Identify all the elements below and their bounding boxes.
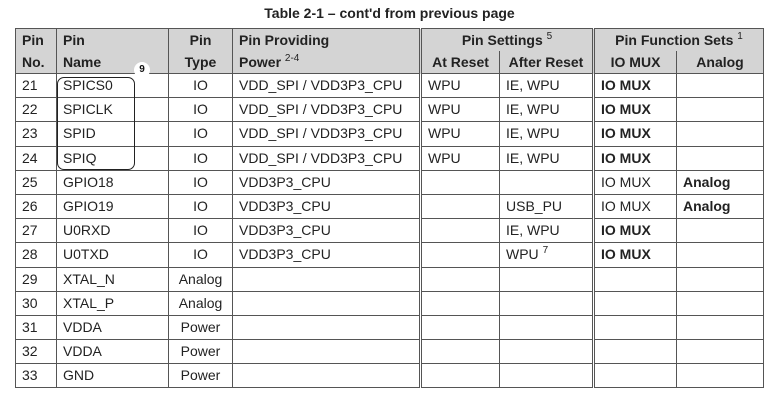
header-pin-name-line2: Name [57,51,169,74]
cell-power-text: VDD_SPI / VDD3P3_CPU [239,149,403,166]
header-pin-settings-note: 5 [546,31,553,42]
cell-power [233,291,421,315]
table-header [16,29,764,74]
table-row [16,146,764,170]
cell-pin-type-text: Power [180,367,221,384]
cell-pin-name-text: GPIO18 [63,173,114,190]
cell-at-reset [421,267,500,291]
table-row [16,74,764,98]
header-pin-settings-label: Pin Settings [461,32,543,48]
cell-io-mux [594,219,677,243]
cell-pin-name [57,219,169,243]
cell-after-reset-text: IE, WPU [506,101,560,118]
cell-io-mux [594,170,677,194]
cell-power [233,219,421,243]
cell-pin-no [16,243,57,267]
cell-analog [677,170,764,194]
cell-power-text: VDD_SPI / VDD3P3_CPU [239,125,403,142]
cell-io-mux [594,243,677,267]
cell-pin-no [16,340,57,364]
pin-table [15,28,764,388]
cell-after-reset [500,194,594,218]
cell-pin-type-text: IO [193,222,208,239]
cell-power [233,146,421,170]
cell-after-reset [500,146,594,170]
cell-power [233,315,421,339]
cell-io-mux [594,74,677,98]
cell-pin-type [169,170,233,194]
cell-at-reset [421,98,500,122]
cell-power-text: VDD3P3_CPU [239,198,331,215]
cell-pin-name [57,74,169,98]
cell-power [233,340,421,364]
cell-analog [677,267,764,291]
cell-at-reset [421,340,500,364]
cell-pin-type [169,146,233,170]
cell-pin-no-text: 21 [22,77,38,94]
header-io-mux: IO MUX [594,51,677,74]
cell-pin-name-text: XTAL_P [63,294,115,311]
header-pin-type-line2: Type [169,51,233,74]
cell-pin-type-text: IO [193,198,208,215]
cell-pin-name [57,315,169,339]
cell-pin-no [16,219,57,243]
cell-pin-name-text: U0RXD [63,222,111,239]
cell-after-reset [500,122,594,146]
cell-pin-name-text: U0TXD [63,246,109,263]
cell-after-reset-text: IE, WPU [506,125,560,142]
cell-pin-no [16,170,57,194]
cell-at-reset-text: WPU [428,77,461,94]
cell-at-reset [421,170,500,194]
cell-analog [677,74,764,98]
cell-pin-name [57,194,169,218]
cell-analog [677,291,764,315]
cell-at-reset [421,291,500,315]
cell-pin-type [169,74,233,98]
table-row [16,315,764,339]
cell-pin-no [16,267,57,291]
cell-pin-no-text: 33 [22,367,38,384]
cell-pin-no-text: 25 [22,173,38,190]
cell-at-reset [421,219,500,243]
cell-power [233,98,421,122]
cell-io-mux [594,122,677,146]
cell-after-reset [500,243,594,267]
header-pin-no-line2: No. [16,51,57,74]
cell-pin-type [169,315,233,339]
cell-pin-type-text: IO [193,101,208,118]
table-row [16,243,764,267]
cell-at-reset [421,315,500,339]
header-power-label: Power [239,54,282,70]
table-row [16,98,764,122]
cell-io-mux [594,340,677,364]
cell-pin-name-text: XTAL_N [63,270,115,287]
cell-io-mux-text: IO MUX [601,246,651,263]
cell-after-reset-text: IE, WPU [506,149,560,166]
cell-analog [677,98,764,122]
cell-analog [677,146,764,170]
cell-power [233,243,421,267]
cell-pin-no-text: 26 [22,198,38,215]
cell-io-mux [594,315,677,339]
cell-pin-type-text: Analog [178,270,223,287]
cell-pin-name-text: SPICLK [63,101,113,118]
cell-analog-text: Analog [683,173,731,190]
cell-io-mux-text: IO MUX [601,198,651,215]
cell-pin-name [57,291,169,315]
cell-io-mux-text: IO MUX [601,125,651,142]
cell-after-reset-note: 7 [542,245,549,257]
table-row [16,364,764,388]
cell-pin-name-text: GND [63,367,95,384]
cell-after-reset-text: WPU [506,246,539,263]
cell-after-reset [500,267,594,291]
table-row [16,170,764,194]
header-pin-no-line1: Pin [16,29,57,52]
cell-io-mux [594,364,677,388]
cell-at-reset [421,243,500,267]
cell-power [233,170,421,194]
cell-pin-name [57,340,169,364]
cell-after-reset [500,98,594,122]
cell-io-mux-text: IO MUX [601,77,651,94]
cell-pin-name [57,364,169,388]
cell-analog [677,243,764,267]
cell-pin-no [16,74,57,98]
cell-at-reset-text: WPU [428,149,461,166]
cell-power [233,364,421,388]
cell-analog [677,194,764,218]
table-caption: Table 2-1 – cont'd from previous page [264,5,515,21]
cell-pin-type-text: IO [193,125,208,142]
cell-pin-type-text: Power [180,318,221,335]
cell-power-text: VDD_SPI / VDD3P3_CPU [239,77,403,94]
cell-pin-name-text: GPIO19 [63,198,114,215]
cell-after-reset [500,74,594,98]
cell-pin-type [169,194,233,218]
cell-pin-no [16,315,57,339]
cell-io-mux-text: IO MUX [601,101,651,118]
header-power-note: 2-4 [284,53,300,64]
cell-pin-name-text: SPID [63,125,96,142]
header-pin-settings [421,29,594,52]
cell-pin-type-text: IO [193,173,208,190]
cell-analog [677,340,764,364]
cell-pin-no-text: 31 [22,318,38,335]
cell-power [233,74,421,98]
cell-pin-no [16,122,57,146]
table-body [16,74,764,388]
cell-at-reset [421,146,500,170]
cell-pin-type-text: IO [193,77,208,94]
cell-after-reset-text: USB_PU [506,198,563,215]
cell-pin-type [169,364,233,388]
cell-analog [677,219,764,243]
cell-pin-no [16,364,57,388]
cell-io-mux [594,146,677,170]
cell-at-reset-text: WPU [428,125,461,142]
cell-analog [677,364,764,388]
header-power-line1: Pin Providing [233,29,421,52]
cell-after-reset [500,315,594,339]
cell-pin-type-text: Power [180,343,221,360]
cell-after-reset [500,340,594,364]
cell-pin-name [57,243,169,267]
header-function-sets [594,29,764,52]
cell-power [233,267,421,291]
cell-pin-type [169,98,233,122]
header-power-line2 [233,51,421,74]
cell-analog [677,315,764,339]
table-row [16,267,764,291]
cell-pin-no [16,194,57,218]
cell-pin-type [169,267,233,291]
cell-pin-name [57,98,169,122]
header-after-reset: After Reset [500,51,594,74]
table-row [16,291,764,315]
cell-at-reset [421,74,500,98]
cell-pin-no-text: 30 [22,294,38,311]
table-row [16,219,764,243]
cell-pin-type [169,122,233,146]
cell-pin-no [16,98,57,122]
header-pin-name-line1: Pin [57,29,169,52]
cell-at-reset [421,122,500,146]
cell-pin-no-text: 22 [22,101,38,118]
cell-io-mux [594,98,677,122]
cell-io-mux [594,291,677,315]
cell-pin-name [57,267,169,291]
cell-at-reset-text: WPU [428,101,461,118]
header-function-sets-note: 1 [737,31,743,42]
cell-pin-name [57,170,169,194]
cell-pin-type-text: IO [193,246,208,263]
cell-pin-name [57,146,169,170]
cell-power-text: VDD3P3_CPU [239,222,331,239]
cell-pin-name [57,122,169,146]
header-analog: Analog [677,51,764,74]
cell-pin-name-text: SPICS0 [63,77,113,94]
cell-at-reset [421,364,500,388]
cell-pin-no [16,291,57,315]
cell-power-text: VDD_SPI / VDD3P3_CPU [239,101,403,118]
cell-after-reset [500,291,594,315]
cell-pin-no-text: 29 [22,270,38,287]
table-row [16,194,764,218]
cell-io-mux [594,194,677,218]
cell-after-reset-text: IE, WPU [506,77,560,94]
cell-pin-type-text: IO [193,149,208,166]
cell-io-mux [594,267,677,291]
cell-after-reset [500,219,594,243]
cell-io-mux-text: IO MUX [601,222,651,239]
cell-pin-no-text: 28 [22,246,38,263]
cell-pin-type [169,291,233,315]
table-row [16,340,764,364]
header-at-reset: At Reset [421,51,500,74]
cell-pin-no-text: 23 [22,125,38,142]
cell-pin-name-text: VDDA [63,318,102,335]
cell-power-text: VDD3P3_CPU [239,246,331,263]
cell-after-reset [500,364,594,388]
cell-pin-name-text: VDDA [63,343,102,360]
table-row [16,122,764,146]
header-function-sets-label: Pin Function Sets [615,32,734,48]
cell-power [233,122,421,146]
cell-power-text: VDD3P3_CPU [239,173,331,190]
cell-pin-type [169,243,233,267]
cell-analog [677,122,764,146]
highlight-note-badge: 9 [134,62,150,78]
cell-after-reset [500,170,594,194]
cell-pin-no-text: 32 [22,343,38,360]
cell-pin-type [169,340,233,364]
cell-pin-type [169,219,233,243]
cell-io-mux-text: IO MUX [601,173,651,190]
cell-io-mux-text: IO MUX [601,149,651,166]
cell-pin-no-text: 27 [22,222,38,239]
header-pin-type-line1: Pin [169,29,233,52]
cell-pin-no-text: 24 [22,149,38,166]
cell-pin-name-text: SPIQ [63,149,97,166]
cell-at-reset [421,194,500,218]
cell-pin-no [16,146,57,170]
cell-power [233,194,421,218]
cell-analog-text: Analog [683,198,731,215]
cell-after-reset-text: IE, WPU [506,222,560,239]
cell-pin-type-text: Analog [178,294,223,311]
